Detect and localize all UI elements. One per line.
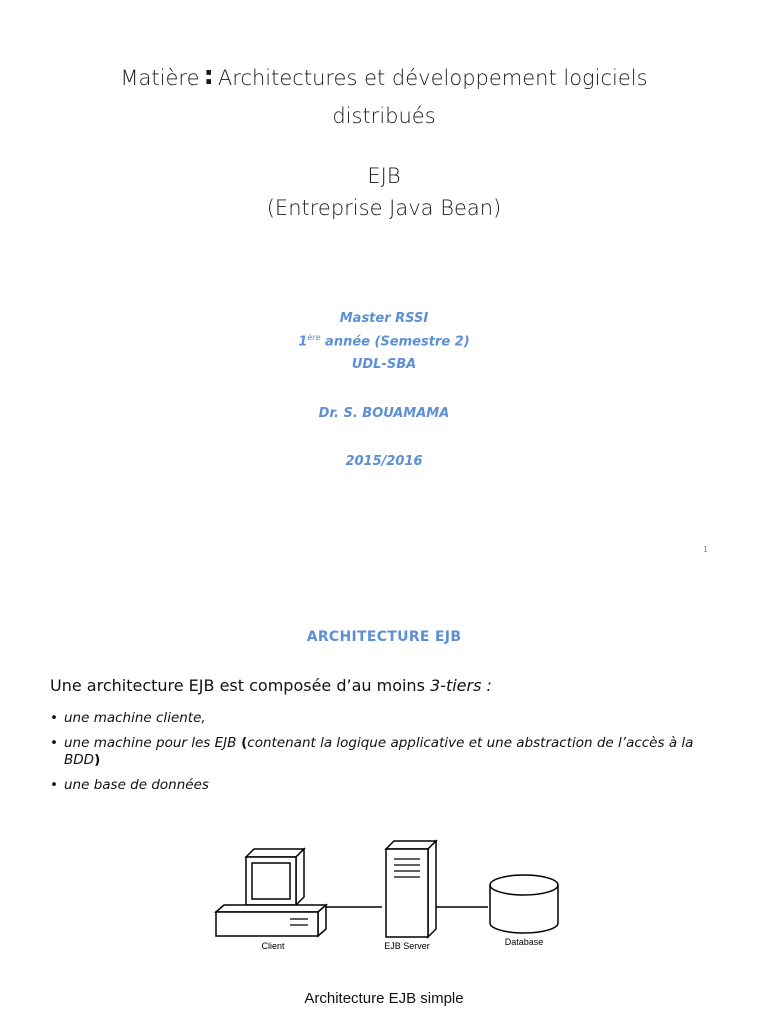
year-number: 1 (298, 334, 308, 350)
year-rest: année (Semestre 2) (320, 334, 470, 350)
title-line-2: distribués (332, 104, 436, 128)
bullet-text: une machine pour les EJB (64, 735, 237, 751)
bullet-text: une machine cliente, (64, 710, 206, 726)
diagram-caption: Architecture EJB simple (304, 990, 464, 1007)
title-colon: : (203, 61, 214, 91)
title-line-1 (0, 62, 768, 92)
server-label: EJB Server (384, 941, 430, 951)
title-prefix: Matière (120, 66, 200, 90)
author-label: Dr. S. BOUAMAMA (318, 406, 450, 421)
intro-emphasis: 3-tiers : (430, 676, 492, 695)
title-rest: Architectures et développement logiciels (217, 66, 648, 90)
architecture-diagram (200, 835, 580, 965)
bullet-detail: contenant la logique applicative et une abstraction de l’accès à la BDD (64, 735, 694, 768)
intro-text: Une architecture EJB est composée d’au moins (50, 676, 430, 695)
list-item (50, 710, 730, 727)
bullet-list (50, 710, 730, 802)
year-label (0, 333, 768, 349)
list-item (50, 777, 730, 794)
architecture-slide (0, 580, 768, 1024)
academic-year-label: 2015/2016 (345, 454, 423, 469)
page-number: 1 (702, 545, 708, 554)
university-label: UDL-SBA (351, 357, 417, 372)
paren-open: ( (236, 735, 248, 751)
list-item (50, 735, 730, 769)
slide-heading: ARCHITECTURE EJB (306, 629, 462, 645)
subtitle-line-1: EJB (367, 164, 401, 188)
database-icon (490, 875, 558, 933)
client-computer-icon (216, 849, 326, 936)
database-label: Database (504, 937, 544, 947)
bullet-icon: • (50, 710, 58, 726)
subtitle-line-2: (Entreprise Java Bean) (266, 196, 502, 220)
program-label: Master RSSI (339, 311, 429, 326)
year-superscript: ère (307, 333, 321, 342)
bullet-icon: • (50, 735, 58, 751)
bullet-icon: • (50, 777, 58, 793)
intro-paragraph (50, 676, 730, 695)
client-label: Client (261, 941, 285, 951)
paren-close: ) (94, 752, 101, 768)
ejb-server-icon (386, 841, 436, 937)
bullet-text: une base de données (64, 777, 209, 793)
